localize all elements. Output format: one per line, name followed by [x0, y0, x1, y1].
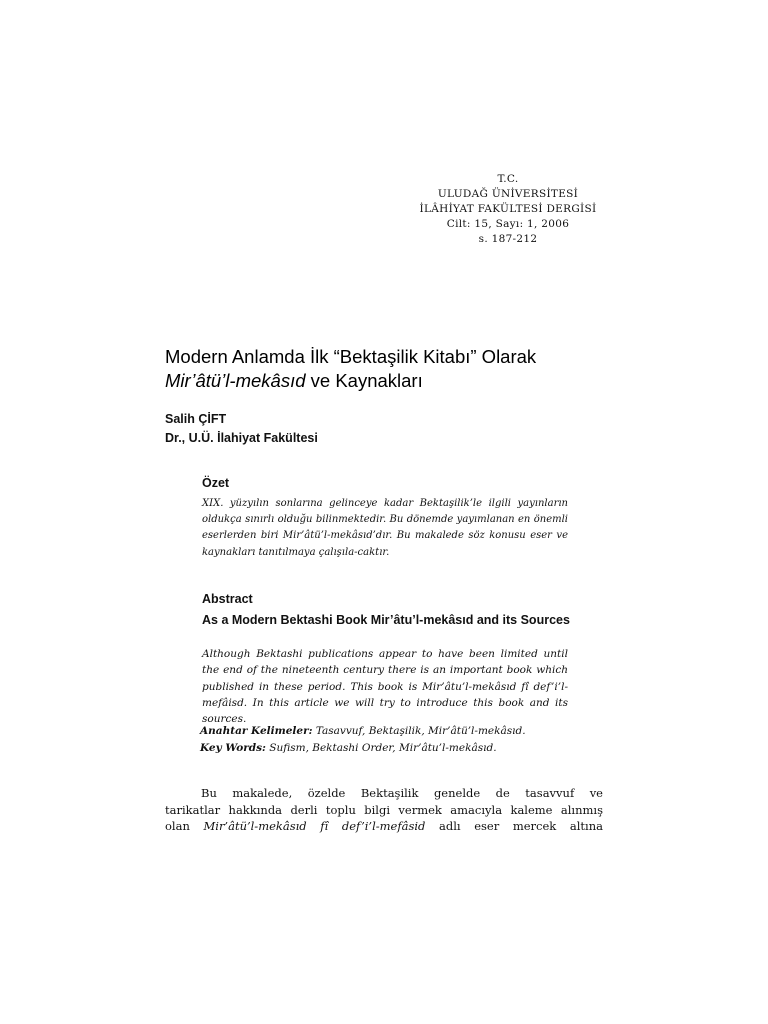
title-line-2-rest: ve Kaynakları	[305, 370, 423, 391]
journal-university: ULUDAĞ ÜNİVERSİTESİ	[437, 188, 579, 200]
ozet-heading: Özet	[202, 476, 230, 490]
body-line-3-pre: olan	[165, 819, 204, 833]
body-line-3	[165, 818, 603, 835]
title-italic-work: Mir’âtü’l-mekâsıd	[165, 370, 306, 391]
keywords-turkish	[200, 723, 580, 739]
keywords-english-value: Sufism, Bektashi Order, Mir’âtu’l-mekâsıd.	[265, 742, 497, 754]
abstract-title: As a Modern Bektashi Book Mir’âtu’l-mekâsıd and its Sources	[202, 613, 570, 627]
body-line-3-post: adlı eser mercek altına	[425, 819, 603, 833]
journal-volume: Cilt: 15, Sayı: 1, 2006	[446, 218, 570, 230]
keywords-turkish-value: Tasavvuf, Bektaşilik, Mir’âtü’l-mekâsıd.	[312, 725, 526, 737]
body-line-3-work-title: Mir’âtü’l-mekâsıd fî def’i’l-mefâsid	[203, 819, 426, 833]
author-name: Salih ÇİFT	[165, 412, 227, 426]
article-title	[165, 345, 605, 393]
body-paragraph	[165, 785, 603, 835]
keywords-english	[200, 740, 580, 756]
body-line-2: tarikatlar hakkında derli toplu bilgi vermek amacıyla kaleme alınmış	[165, 802, 603, 817]
journal-country: T.C.	[497, 173, 519, 185]
journal-name: İLÂHİYAT FAKÜLTESİ DERGİSİ	[419, 203, 597, 215]
body-line-1: Bu makalede, özelde Bektaşilik genelde de tasavvuf ve	[201, 786, 603, 800]
abstract-heading: Abstract	[202, 592, 253, 606]
journal-pages: s. 187-212	[478, 233, 538, 245]
author-block	[165, 410, 318, 448]
ozet-body: XIX. yüzyılın sonlarına gelinceye kadar Bektaşilik’le ilgili yayınların oldukça sınırlı olduğu bilinmektedir. Bu dönemde yayımlanan en önemli eserlerden biri Mir’âtü’l-mekâsıd’dır. Bu makalede söz konusu eser ve kaynakları tanıtılmaya çalışıla-caktır.	[202, 498, 568, 558]
title-line-2	[165, 369, 605, 393]
abstract-body: Although Bektashi publications appear to have been limited until the end of the nineteenth century there is an important book which published in these period. This book is Mir’âtu’l-mekâsıd fî def’i’l-mefâisd. In this article we will try to introduce this book and its sources.	[202, 648, 568, 726]
keywords-english-label: Key Words:	[200, 742, 266, 754]
author-affiliation: Dr., U.Ü. İlahiyat Fakültesi	[165, 431, 318, 445]
keywords-turkish-label: Anahtar Kelimeler:	[200, 725, 313, 737]
journal-header	[410, 172, 606, 247]
title-line-1: Modern Anlamda İlk “Bektaşilik Kitabı” Olarak	[165, 346, 537, 367]
